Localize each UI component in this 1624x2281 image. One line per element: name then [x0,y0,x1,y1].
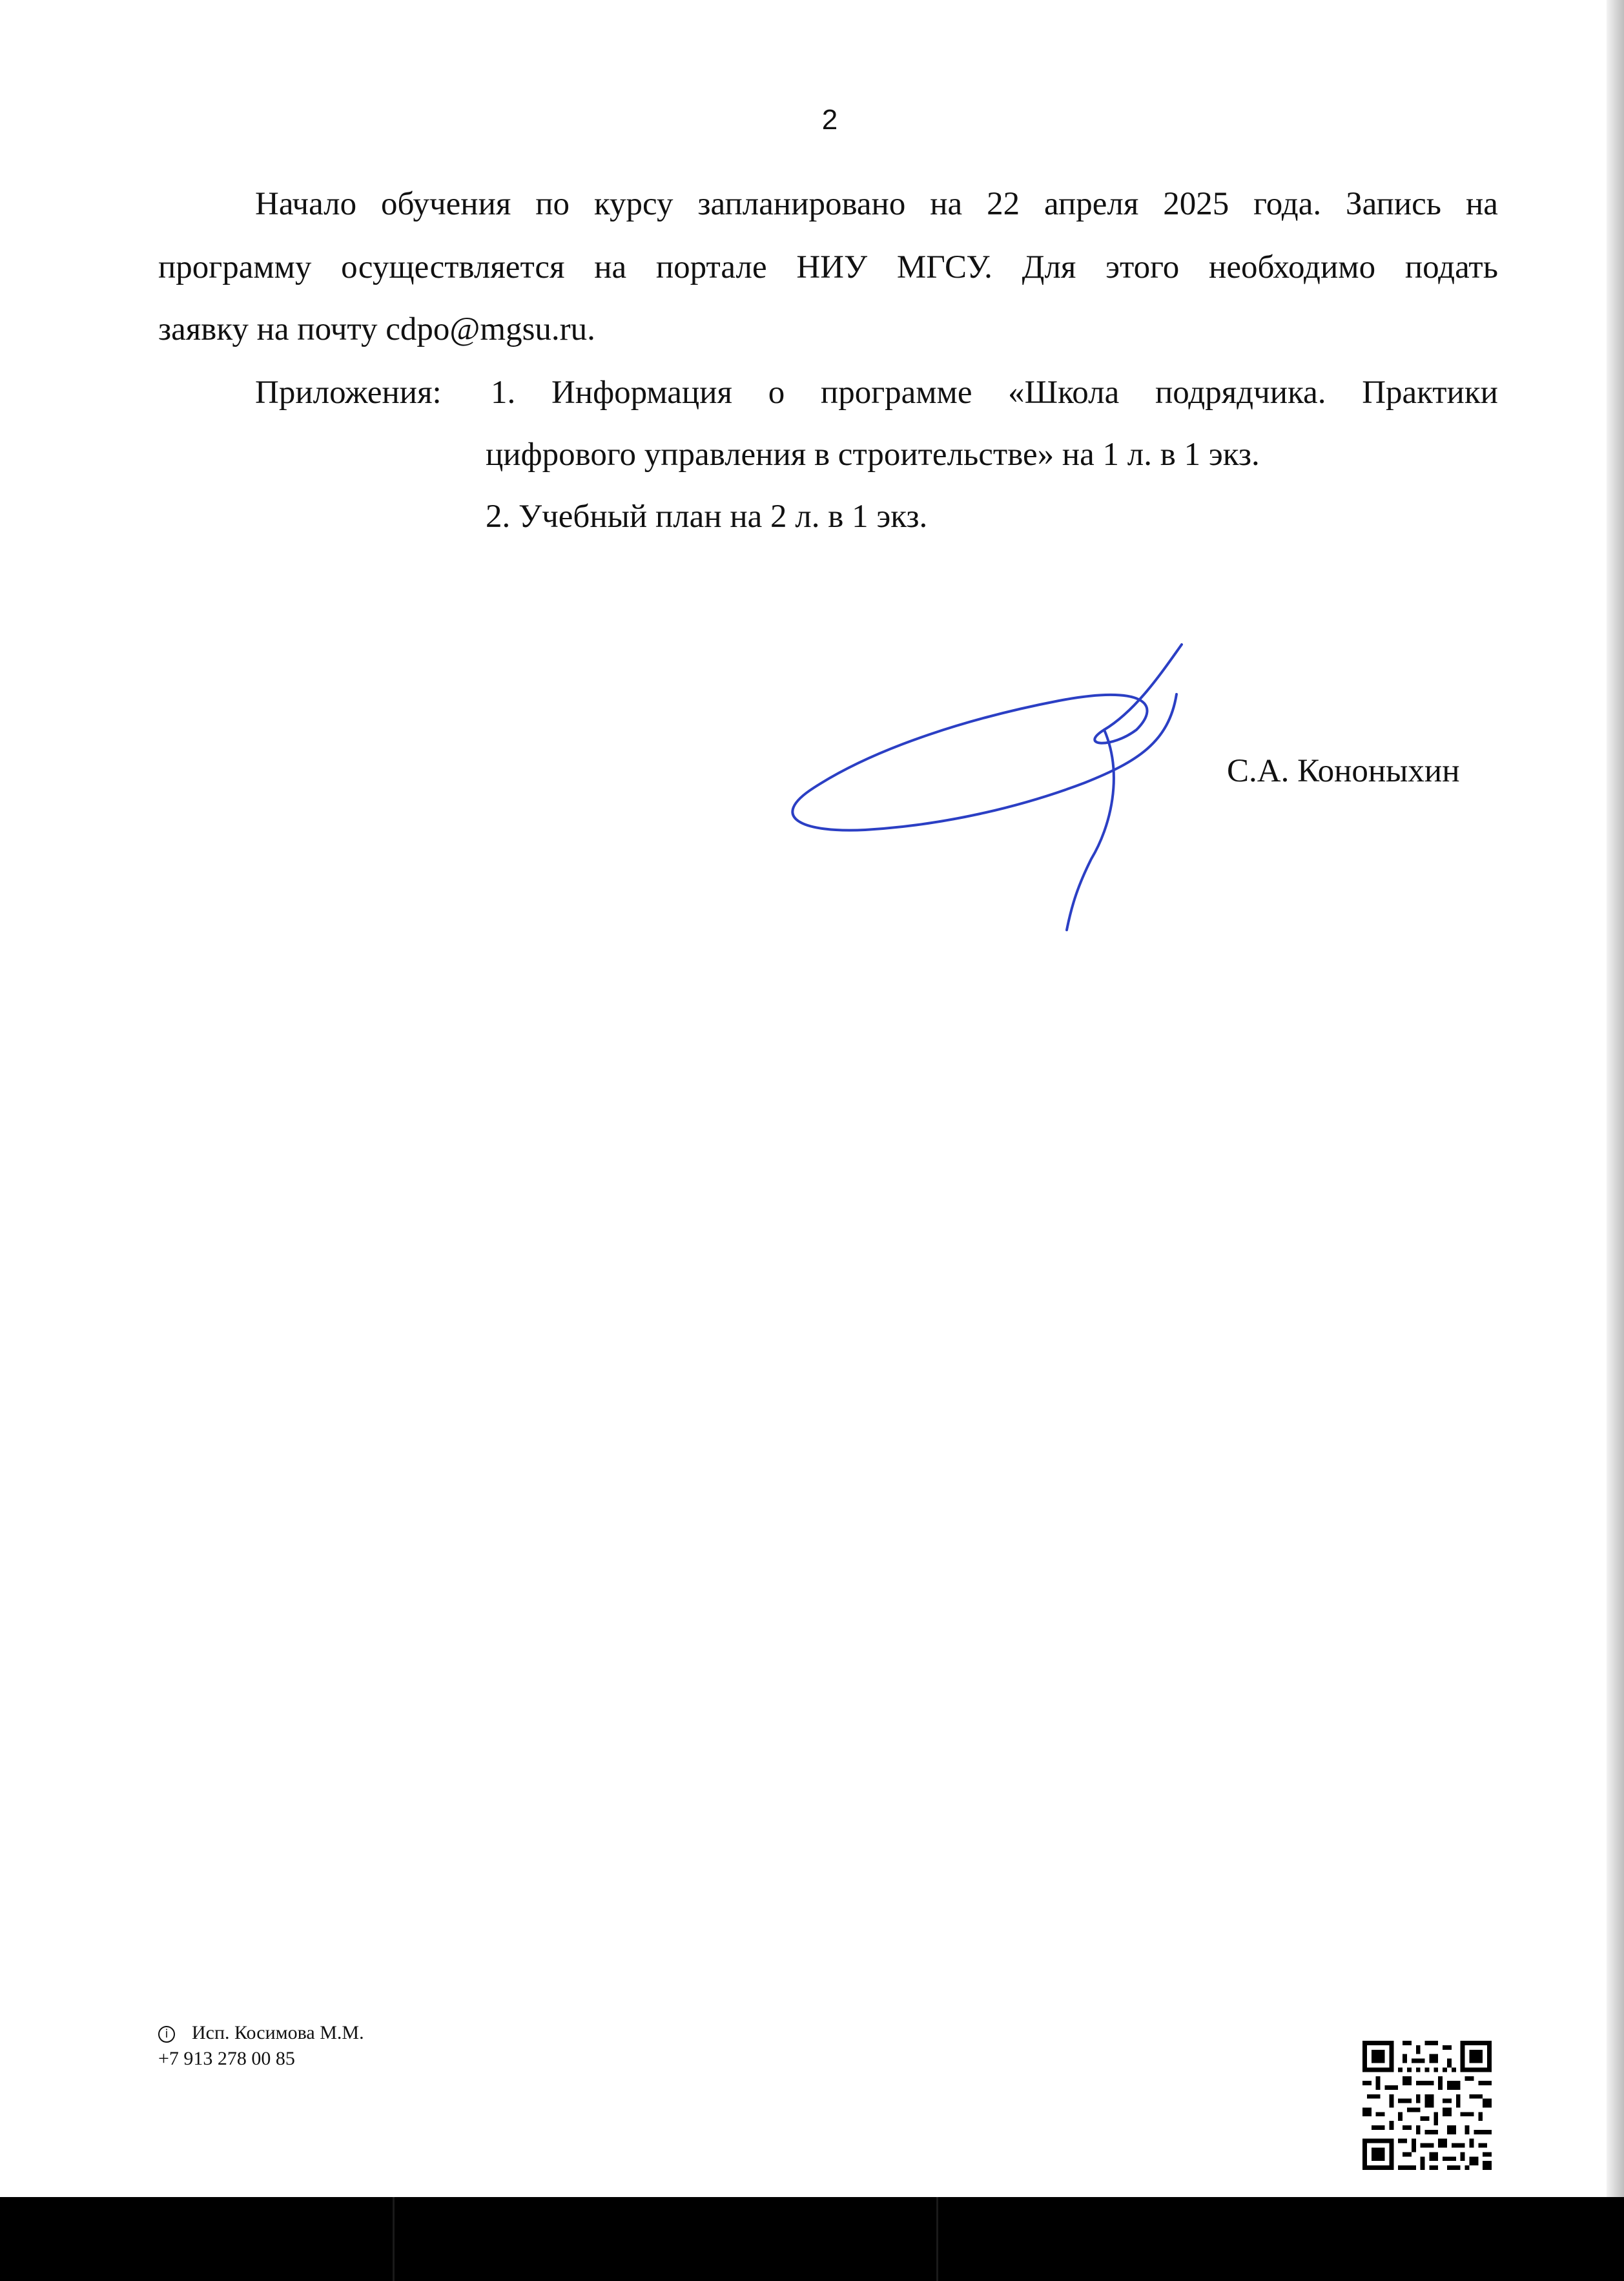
word: запланировано [697,186,906,222]
attachments-label: Приложения: [255,375,442,411]
word: 2025 [1163,186,1229,222]
executor-name: Исп. Косимова М.М. [192,2022,364,2043]
word: подрядчика. [1155,375,1326,411]
paragraph-line-2 [158,245,1498,289]
page-number: 2 [821,104,838,136]
word: программе [820,375,972,411]
word: Начало [255,186,357,222]
word: обучения [381,186,511,222]
word: по [535,186,570,222]
word: МГСУ. [896,249,992,285]
word: на [594,249,627,285]
word: 22 [987,186,1020,222]
executor-block [158,2020,364,2072]
scan-bar-seam [393,2197,395,2281]
word: Запись [1346,186,1442,222]
word: необходимо [1209,249,1376,285]
word: 1. [491,375,516,411]
word: Практики [1362,375,1498,411]
word: года. [1253,186,1322,222]
word: на [1465,186,1498,222]
signer-name: С.А. Кононыхин [1227,753,1460,789]
word: Информация [551,375,732,411]
info-icon: i [158,2026,175,2043]
word: о [768,375,785,411]
word: «Школа [1008,375,1120,411]
attachment-item-1-line-1 [491,371,1498,415]
word: курсу [593,186,673,222]
attachment-item-2: 2. Учебный план на 2 л. в 1 экз. [486,499,928,535]
word: осуществляется [341,249,565,285]
executor-phone: +7 913 278 00 85 [158,2048,295,2069]
word: этого [1105,249,1180,285]
word: подать [1404,249,1498,285]
handwritten-signature [775,633,1240,956]
scan-bottom-bar [0,2197,1624,2281]
word: на [930,186,963,222]
word: апреля [1043,186,1139,222]
qr-code [1362,2041,1492,2170]
word: Для [1022,249,1076,285]
word: программу [158,249,312,285]
paragraph-line-1 [255,182,1498,226]
word: портале [655,249,767,285]
scan-bar-seam [936,2197,938,2281]
attachment-item-1-line-2: цифрового управления в строительстве» на 1 л. в 1 экз. [486,437,1260,473]
paragraph-line-3: заявку на почту cdpo@mgsu.ru. [158,311,595,347]
scan-edge-shadow [1607,0,1624,2197]
word: НИУ [796,249,868,285]
